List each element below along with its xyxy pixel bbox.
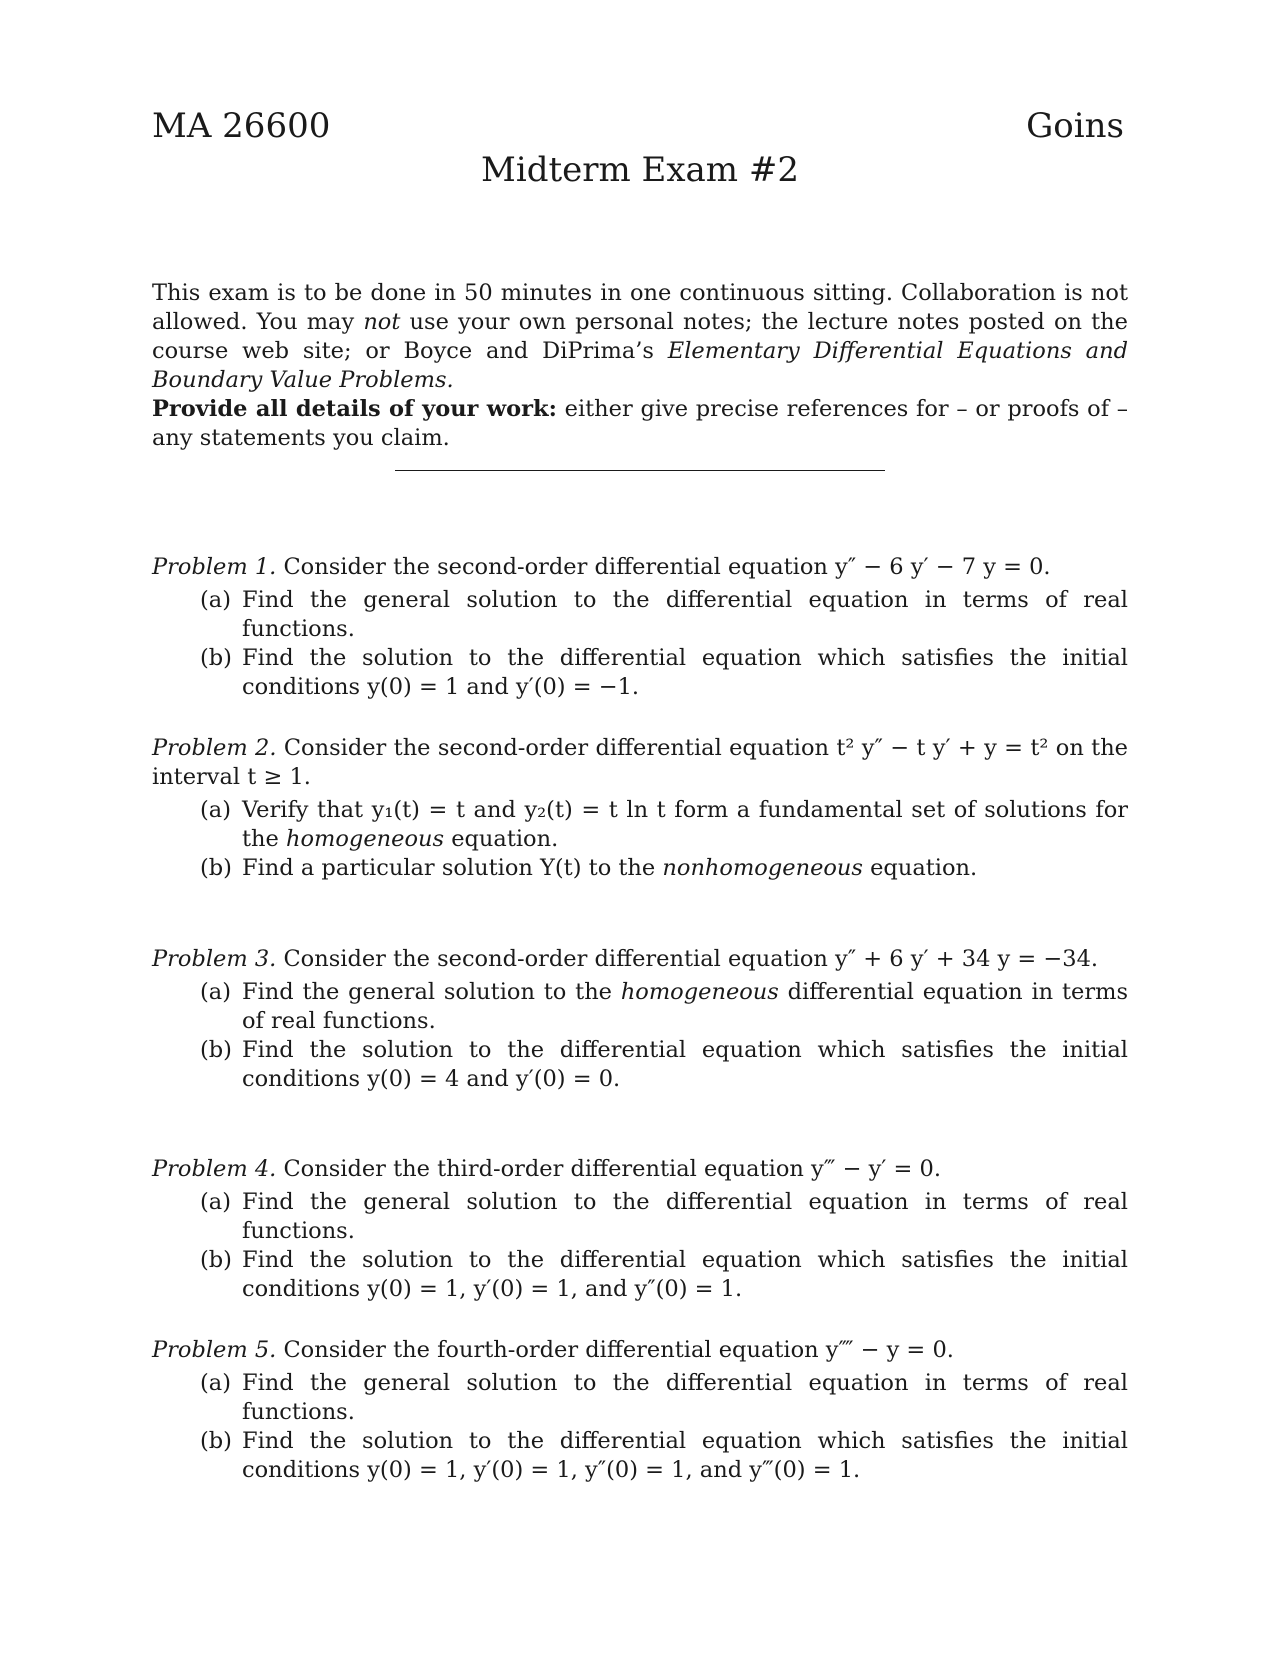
problem-3-part-b <box>152 1036 1128 1094</box>
instructions-text-1: This exam is to be done in 50 minutes in one continuous sitting. Collaboration is not allowed. You may <box>152 280 1128 335</box>
instructions-emphasis-not: not <box>363 309 401 335</box>
part-label: (b) <box>200 1037 232 1063</box>
part-text: Find the solution to the differential equation which satisfies the initial conditions y(0) = 4 and y′(0) = 0. <box>242 1037 1128 1092</box>
problem-5-stem: Consider the fourth-order differential equation y⁗ − y = 0. <box>276 1337 954 1363</box>
part-text: Find the solution to the differential equation which satisfies the initial conditions y(0) = 1 and y′(0) = −1. <box>242 645 1128 700</box>
part-text: Find the solution to the differential equation which satisfies the initial conditions y(0) = 1, y′(0) = 1, and y″(0) = 1. <box>242 1247 1128 1302</box>
instructions-bold: Provide all details of your work: <box>152 396 557 422</box>
part-text: Verify that y₁(t) = t and y₂(t) = t ln t form a fundamental set of solutions for the <box>242 797 1128 852</box>
part-label: (a) <box>200 979 231 1005</box>
part-label: (a) <box>200 797 231 823</box>
part-text-end: equation. <box>444 826 559 852</box>
problem-2-part-a <box>152 796 1128 854</box>
problem-2-part-b <box>152 854 1128 883</box>
problem-2-parts <box>152 796 1128 883</box>
part-text-end: differential equation in terms of real functions. <box>242 979 1128 1034</box>
problem-5-part-a <box>152 1369 1128 1427</box>
problem-4-parts <box>152 1188 1128 1304</box>
problem-1-parts <box>152 586 1128 702</box>
part-emphasis: homogeneous <box>286 826 445 852</box>
problem-4-part-b <box>152 1246 1128 1304</box>
part-label: (b) <box>200 1428 232 1454</box>
part-label: (a) <box>200 1370 231 1396</box>
course-code: MA 26600 <box>152 106 331 146</box>
part-text: Find the general solution to the differential equation in terms of real functions. <box>242 1370 1128 1425</box>
part-text-end: equation. <box>862 855 978 881</box>
problem-5-part-b <box>152 1427 1128 1485</box>
part-emphasis: homogeneous <box>620 979 779 1005</box>
instructor-name: Goins <box>1026 106 1124 146</box>
problem-3-parts <box>152 978 1128 1094</box>
part-text: Find the general solution to the differential equation in terms of real functions. <box>242 587 1128 642</box>
textbook-title: Elementary Differential Equations and Boundary Value Problems. <box>152 338 1128 393</box>
part-text: Find the solution to the differential equation which satisfies the initial conditions y(0) = 1, y′(0) = 1, y″(0) = 1, and y‴(0) = 1. <box>242 1428 1128 1483</box>
problem-3-stem: Consider the second-order differential equation y″ + 6 y′ + 34 y = −34. <box>276 946 1099 972</box>
problem-1-part-a <box>152 586 1128 644</box>
part-label: (a) <box>200 1189 231 1215</box>
part-label: (b) <box>200 1247 232 1273</box>
exam-title: Midterm Exam #2 <box>481 150 799 190</box>
part-label: (b) <box>200 645 232 671</box>
part-emphasis: nonhomogeneous <box>662 855 863 881</box>
problem-4-stem: Consider the third-order differential equation y‴ − y′ = 0. <box>276 1156 942 1182</box>
part-text: Find the general solution to the differential equation in terms of real functions. <box>242 1189 1128 1244</box>
problem-4 <box>152 1155 1128 1304</box>
problem-5-parts <box>152 1369 1128 1485</box>
problem-3 <box>152 945 1128 1094</box>
problem-1-lead: Problem 1. <box>152 554 277 580</box>
problem-1 <box>152 553 1128 702</box>
problem-5-lead: Problem 5. <box>152 1337 277 1363</box>
part-text: Find the general solution to the <box>242 979 621 1005</box>
problem-2 <box>152 734 1128 883</box>
problem-2-lead: Problem 2. <box>152 735 277 761</box>
problem-4-part-a <box>152 1188 1128 1246</box>
problem-4-lead: Problem 4. <box>152 1156 277 1182</box>
instructions-text-2: use your own personal notes; the lecture notes posted on the course web site; or Boyce and DiPrima’s <box>152 309 1128 364</box>
problem-3-lead: Problem 3. <box>152 946 277 972</box>
part-text: Find a particular solution Y(t) to the <box>242 855 663 881</box>
exam-instructions <box>152 279 1128 453</box>
instructions-text-3: either give precise references for – or proofs of – any statements you claim. <box>152 396 1128 451</box>
problem-1-stem: Consider the second-order differential equation y″ − 6 y′ − 7 y = 0. <box>276 554 1051 580</box>
problem-2-stem: Consider the second-order differential equation t² y″ − t y′ + y = t² on the interval t ≥ 1. <box>152 735 1128 790</box>
part-label: (b) <box>200 855 232 881</box>
problem-3-part-a <box>152 978 1128 1036</box>
section-divider <box>395 470 885 471</box>
problem-5 <box>152 1336 1128 1485</box>
part-label: (a) <box>200 587 231 613</box>
problem-1-part-b <box>152 644 1128 702</box>
